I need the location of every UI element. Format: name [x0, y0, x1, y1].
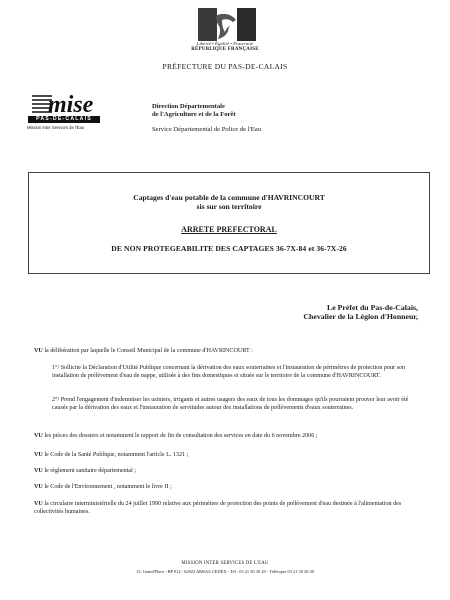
republic-motto: Liberté • Égalité • Fraternité: [196, 41, 254, 46]
paragraph-text: 2°/ Prend l'engagement d'indemniser les usiniers, irrigants et autres usagers des eaux de tous les dommages qu'ils pourraient prouver leur avoir été causés par la dérivation des eaux et l'instauration de servitudes autour des installations de prélèvements d'eaux souterraines.: [52, 397, 409, 411]
prefet-honneur: Chevalier de la Légion d'Honneur,: [303, 312, 418, 321]
paragraph-circulaire: [34, 501, 422, 516]
direction-line-2: de l'Agriculture et de la Forêt: [152, 111, 236, 118]
paragraph-point-2: [52, 397, 424, 412]
paragraph-text: 1°/ Sollicite la Déclaration d'Utilité Publique concernant la dérivation des eaux souterraines et l'instauration de périmètres de protection pour son installation de prélèvement d'eau de nappe, utilisée à des fins domestiques et située sur le territoire de la commune d'HAVRINCOURT.: [52, 365, 406, 379]
paragraph-code-environnement: [34, 484, 422, 492]
vu-label: VU: [34, 348, 43, 354]
paragraph-deliberation: [34, 348, 422, 356]
prefet-title: Le Préfet du Pas-de-Calais,: [327, 303, 418, 312]
title-arrete: ARRETE PREFECTORAL: [181, 225, 277, 234]
title-non-protegeabilite: DE NON PROTEGEABILITE DES CAPTAGES 36-7X-84 et 36-7X-26: [111, 244, 347, 253]
direction-block: [152, 103, 236, 119]
paragraph-text: les pièces des dossiers et notamment le rapport de fin de consultation des services en date du 6 novembre 2006 ;: [42, 433, 318, 439]
paragraph-text: le Code de la Santé Publique, notamment l'article L. 1321 ;: [42, 452, 189, 458]
mise-logo-text: mise: [48, 92, 94, 116]
title-captages: Captages d'eau potable de la commune d'HAVRINCOURT: [133, 193, 325, 202]
footer-mission: MISSION INTER SERVICES DE L'EAU: [181, 561, 269, 566]
mise-logo-icon: [30, 90, 100, 116]
paragraph-text: le Code de l'Environnement , notamment le livre II ;: [42, 484, 172, 490]
paragraph-pieces: [34, 433, 422, 441]
vu-label: VU: [34, 433, 43, 439]
paragraph-reglement: [34, 468, 422, 476]
vu-label: VU: [34, 468, 43, 474]
vu-label: VU: [34, 452, 43, 458]
direction-line-1: Direction Départementale: [152, 103, 225, 110]
title-box: [28, 172, 430, 274]
vu-label: VU: [34, 484, 43, 490]
vu-label: VU: [34, 501, 43, 507]
prefecture-name: PRÉFECTURE DU PAS-DE-CALAIS: [162, 62, 288, 71]
mise-subtitle: Mission Inter Services de l'Eau: [27, 125, 85, 130]
paragraph-text: la délibération par laquelle le Conseil Municipal de la commune d'HAVRINCOURT :: [42, 348, 253, 354]
republic-name: RÉPUBLIQUE FRANÇAISE: [191, 47, 259, 52]
paragraph-code-sante: [34, 452, 422, 460]
footer-address: 13, Grand'Place - BP 912 - 62022 ARRAS CEDEX - Tél : 03 21 50 30 18 - Télécopie 03 21 50 30 30: [136, 569, 314, 574]
paragraph-text: la circulaire interministérielle du 24 juillet 1990 relative aux périmètres de protection des points de prélèvement d'eau destinée à l'alimentation des collectivités humaines.: [34, 501, 402, 515]
paragraph-text: le règlement sanitaire départemental ;: [42, 468, 137, 474]
paragraph-point-1: [52, 365, 424, 380]
service-police-eau: Service Départemental de Police de l'Eau: [152, 126, 262, 133]
mise-region: PAS-DE-CALAIS: [28, 116, 100, 123]
title-territoire: sis sur son territoire: [196, 202, 262, 211]
